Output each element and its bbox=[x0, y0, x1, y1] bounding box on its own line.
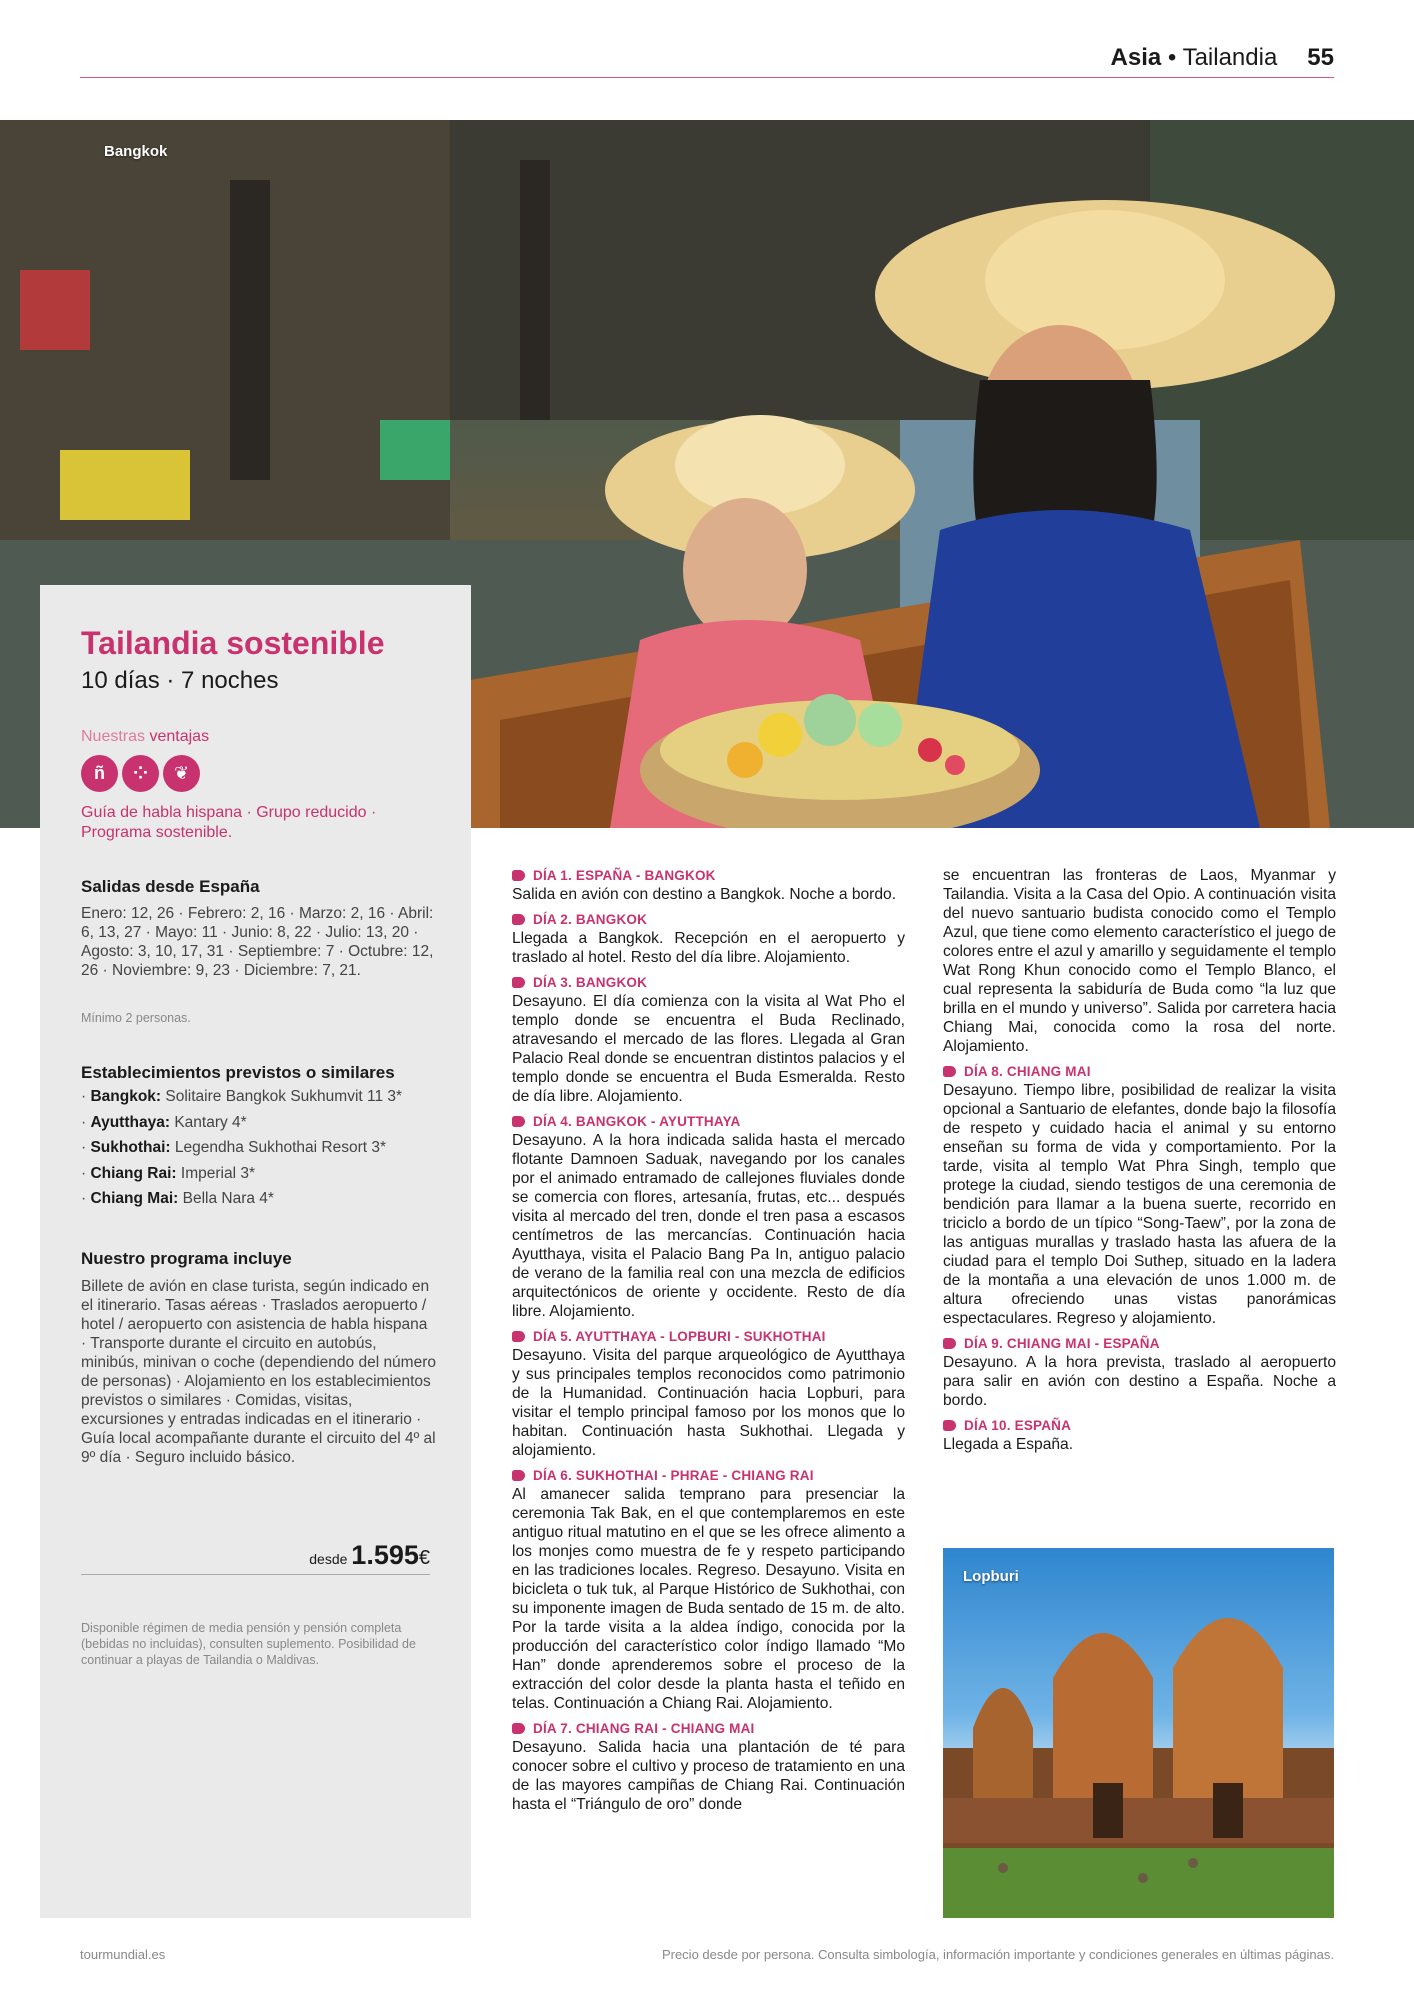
list-item: · Chiang Mai: Bella Nara 4* bbox=[81, 1190, 274, 1207]
hotel-name: Bella Nara 4* bbox=[182, 1190, 274, 1207]
itinerary-column-2 bbox=[943, 866, 1336, 1458]
hotel-city: Ayutthaya: bbox=[90, 1113, 170, 1131]
day-title: DÍA 5. AYUTTHAYA - LOPBURI - SUKHOTHAI bbox=[512, 1327, 905, 1346]
hotel-city: Sukhothai: bbox=[90, 1139, 171, 1156]
hotels-list bbox=[81, 1088, 451, 1216]
itinerary-day bbox=[943, 1334, 1336, 1410]
spanish-guide-icon: ñ bbox=[81, 755, 118, 792]
header-separator: • bbox=[1161, 44, 1183, 71]
day-title: DÍA 10. ESPAÑA bbox=[943, 1416, 1336, 1435]
minimum-people: Mínimo 2 personas. bbox=[81, 1011, 191, 1025]
hotel-name: Kantary 4* bbox=[174, 1113, 247, 1131]
day-text: Desayuno. Salida hacia una plantación de té para conocer sobre el cultivo y proceso de tratamiento en una de las mayores campiñas de Chiang Rai. Continuación hasta el “Triángulo de oro” donde bbox=[512, 1739, 905, 1813]
departures-heading: Salidas desde España bbox=[81, 877, 260, 896]
trip-title: Tailandia sostenible bbox=[81, 625, 385, 661]
page-number: 55 bbox=[1307, 44, 1334, 71]
price-from-label: desde bbox=[309, 1551, 352, 1567]
lopburi-temple-illustration bbox=[943, 1548, 1334, 1918]
hotel-city: Bangkok: bbox=[90, 1088, 162, 1105]
day-title: DÍA 7. CHIANG RAI - CHIANG MAI bbox=[512, 1719, 905, 1738]
itinerary-column-1 bbox=[512, 866, 905, 1818]
itinerary-day bbox=[512, 1112, 905, 1321]
itinerary-day bbox=[512, 1466, 905, 1713]
sustainable-leaf-icon: ❦ bbox=[163, 755, 200, 792]
header-country: Tailandia bbox=[1182, 44, 1278, 71]
benefits-text: Guía de habla hispana · Grupo reducido · Programa sostenible. bbox=[81, 804, 377, 841]
itinerary-day bbox=[512, 866, 905, 904]
price-currency: € bbox=[418, 1547, 430, 1569]
hero-photo-caption: Bangkok bbox=[104, 143, 168, 160]
list-item: · Sukhothai: Legendha Sukhothai Resort 3* bbox=[81, 1139, 387, 1156]
day-title: DÍA 3. BANGKOK bbox=[512, 973, 905, 992]
list-item: · Bangkok: Solitaire Bangkok Sukhumvit 11 3* bbox=[81, 1088, 403, 1105]
advantage-badges bbox=[81, 755, 200, 792]
day-text: Llegada a España. bbox=[943, 1436, 1074, 1453]
list-item: · Ayutthaya: Kantary 4* bbox=[81, 1113, 247, 1131]
hotel-name: Solitaire Bangkok Sukhumvit 11 3* bbox=[165, 1088, 403, 1105]
hotels-heading: Establecimientos previstos o similares bbox=[81, 1063, 395, 1082]
day-text: Desayuno. El día comienza con la visita al Wat Pho el templo donde se encuentra el Buda Reclinado, atravesando el mercado de las flores. Llegada al Gran Palacio Real donde se encuentran distintos palacios y el templo donde se encuentra el Buda Esmeralda. Resto de día libre. Alojamiento. bbox=[512, 993, 905, 1105]
footer-website: tourmundial.es bbox=[80, 1947, 166, 1962]
advantages-prefix: Nuestras bbox=[81, 728, 150, 745]
departures-dates: Enero: 12, 26 · Febrero: 2, 16 · Marzo: 2, 16 · Abril: 6, 13, 27 · Mayo: 11 · Junio: 8, 22 · Julio: 13, 20 · Agosto: 3, 10, 17, 31 · Septiembre: 7 · Octubre: 12, 26 · Noviembre: 9, 23 · Diciembre: 7, 21. bbox=[81, 905, 434, 979]
price-amount: 1.595 bbox=[351, 1540, 419, 1570]
day-text: Llegada a Bangkok. Recepción en el aeropuerto y traslado al hotel. Resto del día libre. Alojamiento. bbox=[512, 930, 905, 966]
itinerary-day bbox=[512, 1327, 905, 1460]
hotel-name: Imperial 3* bbox=[180, 1164, 255, 1182]
day-title: DÍA 6. SUKHOTHAI - PHRAE - CHIANG RAI bbox=[512, 1466, 905, 1485]
itinerary-day-continued bbox=[943, 866, 1336, 1056]
day-text: Desayuno. A la hora prevista, traslado al aeropuerto para salir en avión con destino a España. Noche a bordo. bbox=[943, 1354, 1336, 1409]
itinerary-day bbox=[512, 973, 905, 1106]
day-text: Desayuno. Tiempo libre, posibilidad de realizar la visita opcional a Santuario de elefantes, donde bajo la filosofía de respeto y cuidado hacia el animal y su entorno enseñan su forma de vida y comportamiento. Por la tarde, visita al templo Wat Phra Singh, templo que protege la ciudad, siendo testigos de una ceremonia de bendición para llamar a la buena suerte, recorrido en triciclo a bordo de un típico “Song-Taew”, por la zona de las antiguas murallas y traslado hasta las afuera de la ciudad para el templo Doi Suthep, situado en la ladera de la montaña a una elevación de unos 1.000 m. de altura ofreciendo unas vistas panorámicas espectaculares. Regreso y alojamiento. bbox=[943, 1082, 1336, 1327]
header-divider bbox=[80, 77, 1334, 78]
lopburi-photo bbox=[943, 1548, 1334, 1918]
price bbox=[81, 1540, 430, 1571]
day-title: DÍA 1. ESPAÑA - BANGKOK bbox=[512, 866, 905, 885]
day-title: DÍA 9. CHIANG MAI - ESPAÑA bbox=[943, 1334, 1336, 1353]
itinerary-day bbox=[512, 1719, 905, 1814]
itinerary-day bbox=[943, 1416, 1336, 1454]
day-text: Al amanecer salida temprano para presenciar la ceremonia Tak Bak, en el que contemplaremos en este antiguo ritual matutino en el que se les ofrece alimento a los monjes como muestra de fe y respeto participando en las tradiciones locales. Regreso. Desayuno. Visita en bicicleta o tuk tuk, al Parque Histórico de Sukhothai, con su imponente imagen de Buda sentado de 15 m. de alto. Por la tarde visita a la aldea índigo, conocida por la producción del característico color índigo llamado “Mo Han” donde aprenderemos sobre el proceso de la extracción del color desde la planta hasta el teñido en telas. Continuación a Chiang Rai. Alojamiento. bbox=[512, 1486, 905, 1712]
footer-disclaimer: Precio desde por persona. Consulta simbología, información importante y condiciones generales en últimas páginas. bbox=[661, 1947, 1334, 1962]
additional-note: Disponible régimen de media pensión y pensión completa (bebidas no incluidas), consulten suplemento. Posibilidad de continuar a playas de Tailandia o Maldivas. bbox=[81, 1621, 416, 1667]
day-title: DÍA 8. CHIANG MAI bbox=[943, 1062, 1336, 1081]
day-title: DÍA 2. BANGKOK bbox=[512, 910, 905, 929]
list-item: · Chiang Rai: Imperial 3* bbox=[81, 1164, 255, 1182]
trip-duration: 10 días · 7 noches bbox=[81, 667, 279, 694]
hotel-city: Chiang Mai: bbox=[90, 1190, 179, 1207]
lopburi-photo-caption: Lopburi bbox=[963, 1568, 1019, 1585]
includes-text: Billete de avión en clase turista, según indicado en el itinerario. Tasas aéreas · Traslados aeropuerto / hotel / aeropuerto con asistencia de habla hispana · Transporte durante el circuito en autobús, minibús, minivan o coche (dependiendo del número de personas) · Alojamiento en los establecimientos previstos o similares · Comidas, visitas, excursiones y entradas indicadas en el itinerario · Guía local acompañante durante el circuito del 4º al 9º día · Seguro incluido básico. bbox=[81, 1278, 436, 1466]
price-divider bbox=[81, 1574, 430, 1575]
day-text: Desayuno. A la hora indicada salida hasta el mercado flotante Damnoen Saduak, navegando por los canales por el animado entramado de callejones fluviales donde se comercia con flores, artesanía, frutas, etc... después visita al mercado del tren, donde el tren pasa a escasos centímetros de las mercancías. Continuación hacia Ayutthaya, visita el Palacio Bang Pa In, antiguo palacio de verano de la familia real con una mezcla de edificios arquitectónicos de oriente y occidente. Resto de día libre. Alojamiento. bbox=[512, 1132, 905, 1320]
itinerary-day bbox=[943, 1062, 1336, 1328]
hotel-name: Legendha Sukhothai Resort 3* bbox=[174, 1139, 387, 1156]
includes-heading: Nuestro programa incluye bbox=[81, 1249, 292, 1268]
header-region: Asia bbox=[1110, 44, 1162, 71]
hotel-city: Chiang Rai: bbox=[90, 1164, 177, 1182]
day-text: Desayuno. Visita del parque arqueológico de Ayutthaya y sus principales templos reconocidos como patrimonio de la Humanidad. Continuación hacia Lopburi, para visitar el templo principal famoso por los monos que lo habitan. Continuación hasta Sukhothai. Llegada y alojamiento. bbox=[512, 1347, 905, 1459]
advantages-word: ventajas bbox=[149, 728, 210, 745]
day-title: DÍA 4. BANGKOK - AYUTTHAYA bbox=[512, 1112, 905, 1131]
page-header bbox=[1111, 44, 1334, 72]
trip-summary-panel bbox=[40, 585, 471, 1918]
day-text: se encuentran las fronteras de Laos, Myanmar y Tailandia. Visita a la Casa del Opio. A continuación visita del nuevo santuario budista conocido como el Templo Azul, que tiene como elemento característico el juego de colores entre el azul y amarillo y seguidamente el templo Wat Rong Khun conocido como el Templo Blanco, el cual representa la sabiduría de Buda como “la luz que brilla en el mundo y universo”. Salida por carretera hacia Chiang Mai, conocida como la rosa del norte. Alojamiento. bbox=[943, 867, 1336, 1055]
day-text: Salida en avión con destino a Bangkok. Noche a bordo. bbox=[512, 886, 897, 903]
itinerary-day bbox=[512, 910, 905, 967]
advantages-label bbox=[81, 728, 209, 746]
small-group-icon: ⁘ bbox=[122, 755, 159, 792]
